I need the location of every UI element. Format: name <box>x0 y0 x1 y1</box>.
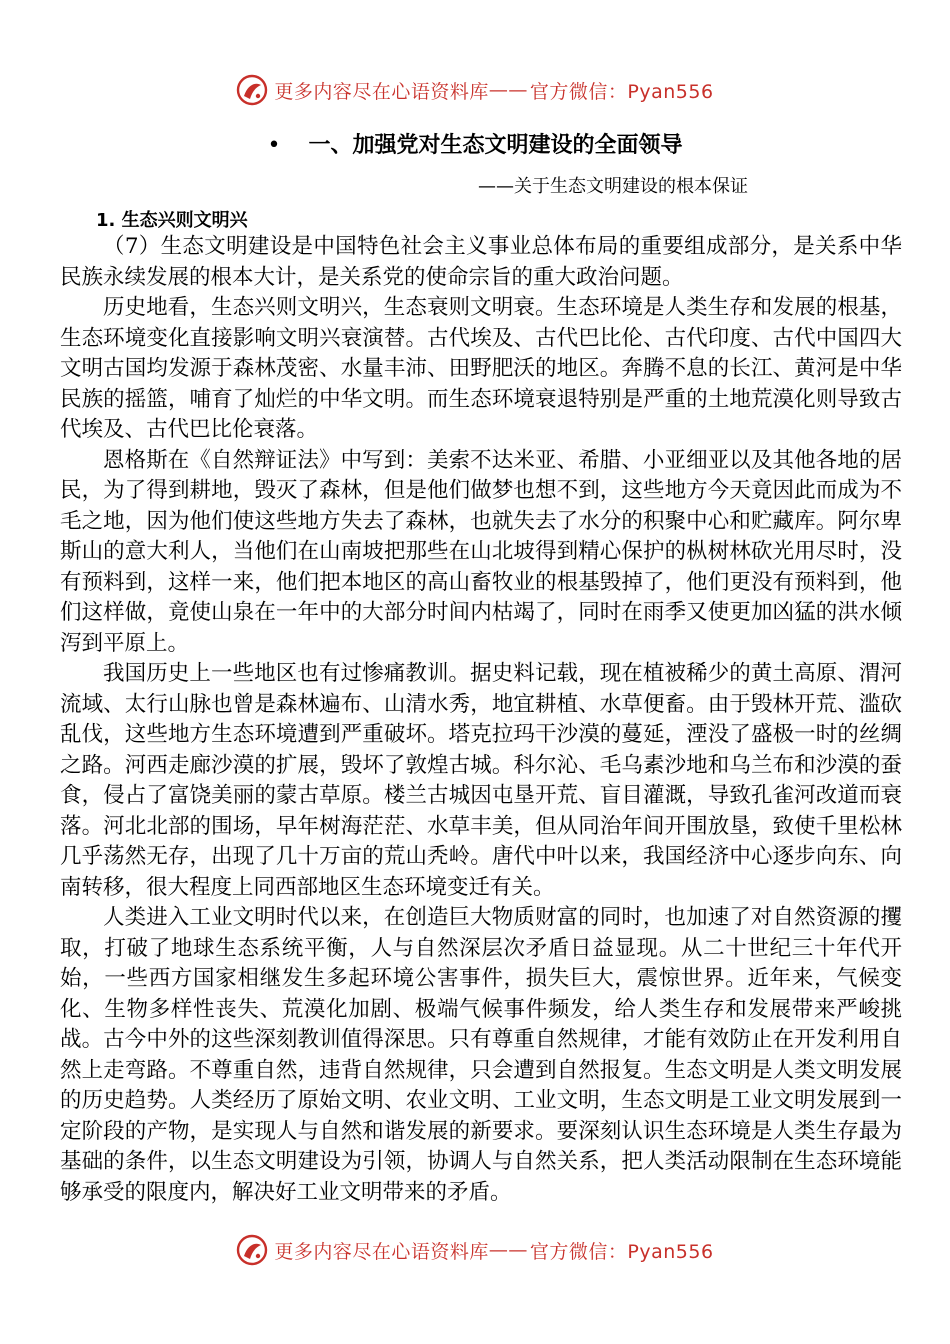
page-title <box>0 128 950 159</box>
section-title: 1. 生态兴则文明兴 <box>96 210 248 231</box>
watermark-banner-top <box>0 72 950 108</box>
watermark-text: 更多内容尽在心语资料库 <box>274 1240 489 1263</box>
watermark-contact: 官方微信：Pyan556 <box>529 1240 714 1263</box>
paragraph: （7）生态文明建设是中国特色社会主义事业总体布局的重要组成部分，是关系中华民族永续发展的根本大计，是关系党的使命宗旨的重大政治问题。 <box>60 234 902 290</box>
paragraph: 历史地看，生态兴则文明兴，生态衰则文明衰。生态环境是人类生存和发展的根基，生态环境变化直接影响文明兴衰演替。古代埃及、古代巴比伦、古代印度、古代中国四大文明古国均发源于森林茂密、水量丰沛、田野肥沃的地区。奔腾不息的长江、黄河是中华民族的摇篮，哺育了灿烂的中华文明。而生态环境衰退特别是严重的土地荒漠化则导致古代埃及、古代巴比伦衰落。 <box>60 295 902 442</box>
seal-logo-icon <box>236 1234 268 1266</box>
page-subtitle: ——关于生态文明建设的根本保证 <box>478 176 748 197</box>
seal-logo-icon <box>236 74 268 106</box>
watermark-separator: —— <box>488 79 528 101</box>
paragraph: 人类进入工业文明时代以来，在创造巨大物质财富的同时，也加速了对自然资源的攫取，打破了地球生态系统平衡，人与自然深层次矛盾日益显现。从二十世纪三十年代开始，一些西方国家相继发生多起环境公害事件，损失巨大，震惊世界。近年来，气候变化、生物多样性丧失、荒漠化加剧、极端气候事件频发，给人类生存和发展带来严峻挑战。古今中外的这些深刻教训值得深思。只有尊重自然规律，才能有效防止在开发利用自然上走弯路。不尊重自然，违背自然规律，只会遭到自然报复。生态文明是人类文明发展的历史趋势。人类经历了原始文明、农业文明、工业文明，生态文明是工业文明发展到一定阶段的产物，是实现人与自然和谐发展的新要求。要深刻认识生态环境是人类生存最为基础的条件，以生态文明建设为引领，协调人与自然关系，把人类活动限制在生态环境能够承受的限度内，解决好工业文明带来的矛盾。 <box>60 905 902 1205</box>
paragraph: 恩格斯在《自然辩证法》中写到：美索不达米亚、希腊、小亚细亚以及其他各地的居民，为了得到耕地，毁灭了森林，但是他们做梦也想不到，这些地方今天竟因此而成为不毛之地，因为他们使这些地方失去了森林，也就失去了水分的积聚中心和贮藏库。阿尔卑斯山的意大利人，当他们在山南坡把那些在山北坡得到精心保护的枞树林砍光用尽时，没有预料到，这样一来，他们把本地区的高山畜牧业的根基毁掉了，他们更没有预料到，他们这样做，竟使山泉在一年中的大部分时间内枯竭了，同时在雨季又使更加凶猛的洪水倾泻到平原上。 <box>60 447 902 656</box>
title-text: 一、加强党对生态文明建设的全面领导 <box>308 133 683 158</box>
watermark-text: 更多内容尽在心语资料库 <box>274 80 489 103</box>
title-bullet: • <box>267 133 281 158</box>
body-text <box>60 232 902 1208</box>
watermark-contact: 官方微信：Pyan556 <box>529 80 714 103</box>
watermark-banner-bottom <box>0 1232 950 1268</box>
watermark-separator: —— <box>488 1239 528 1261</box>
paragraph: 我国历史上一些地区也有过惨痛教训。据史料记载，现在植被稀少的黄土高原、渭河流域、太行山脉也曾是森林遍布、山清水秀，地宜耕植、水草便畜。由于毁林开荒、滥砍乱伐，这些地方生态环境遭到严重破坏。塔克拉玛干沙漠的蔓延，湮没了盛极一时的丝绸之路。河西走廊沙漠的扩展，毁坏了敦煌古城。科尔沁、毛乌素沙地和乌兰布和沙漠的蚕食，侵占了富饶美丽的蒙古草原。楼兰古城因屯垦开荒、盲目灌溉，导致孔雀河改道而衰落。河北北部的围场，早年树海茫茫、水草丰美，但从同治年间开围放垦，致使千里松林几乎荡然无存，出现了几十万亩的荒山秃岭。唐代中叶以来，我国经济中心逐步向东、向南转移，很大程度上同西部地区生态环境变迁有关。 <box>60 661 902 900</box>
